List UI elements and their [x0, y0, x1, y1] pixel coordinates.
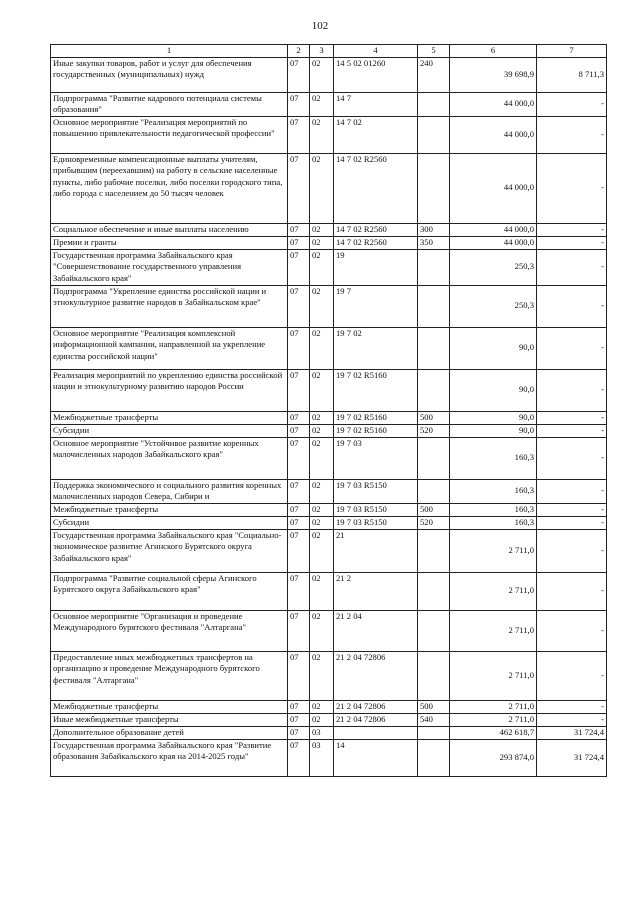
budget-table — [50, 44, 607, 777]
cell-col-3: 02 — [310, 57, 334, 92]
cell-col-5: 300 — [418, 223, 450, 236]
cell-col-7: - — [537, 424, 607, 437]
cell-col-6: 90,0 — [450, 327, 537, 369]
cell-col-7: - — [537, 236, 607, 249]
cell-name: Реализация мероприятий по укреплению единства российской нации и этнокультурному развитию народов России — [51, 369, 288, 411]
table-row — [51, 153, 607, 223]
cell-col-7: - — [537, 529, 607, 572]
header-col-7: 7 — [537, 45, 607, 58]
cell-col-3: 02 — [310, 327, 334, 369]
cell-col-6: 250,3 — [450, 285, 537, 327]
cell-col-5 — [418, 369, 450, 411]
cell-col-7: - — [537, 369, 607, 411]
cell-col-2: 07 — [288, 369, 310, 411]
cell-col-3: 03 — [310, 739, 334, 776]
table-row — [51, 651, 607, 700]
cell-col-6: 160,3 — [450, 503, 537, 516]
header-col-5: 5 — [418, 45, 450, 58]
cell-col-4: 21 — [334, 529, 418, 572]
table-row — [51, 516, 607, 529]
cell-col-5 — [418, 327, 450, 369]
table-row — [51, 610, 607, 651]
cell-col-7: - — [537, 116, 607, 153]
cell-col-6: 90,0 — [450, 369, 537, 411]
cell-col-7: - — [537, 437, 607, 479]
cell-name: Поддержка экономического и социального развития коренных малочисленных народов Севера, Сибири и — [51, 479, 288, 503]
cell-col-2: 07 — [288, 57, 310, 92]
cell-col-5 — [418, 572, 450, 610]
table-row — [51, 479, 607, 503]
table-row — [51, 116, 607, 153]
cell-name: Государственная программа Забайкальского края "Социально-экономическое развитие Агинского Бурятского округа Забайкальского края" — [51, 529, 288, 572]
table-row — [51, 713, 607, 726]
cell-name: Субсидии — [51, 424, 288, 437]
cell-col-4: 19 7 02 R5160 — [334, 411, 418, 424]
header-col-6: 6 — [450, 45, 537, 58]
cell-col-7: - — [537, 479, 607, 503]
cell-col-5 — [418, 437, 450, 479]
cell-name: Основное мероприятие "Устойчивое развитие коренных малочисленных народов Забайкальского края" — [51, 437, 288, 479]
cell-col-2: 07 — [288, 713, 310, 726]
cell-col-6: 160,3 — [450, 437, 537, 479]
cell-col-3: 02 — [310, 503, 334, 516]
cell-col-6: 90,0 — [450, 424, 537, 437]
cell-col-3: 02 — [310, 437, 334, 479]
cell-col-6: 160,3 — [450, 516, 537, 529]
cell-col-2: 07 — [288, 285, 310, 327]
cell-name: Иные межбюджетные трансферты — [51, 713, 288, 726]
cell-name: Основное мероприятие "Реализация комплексной информационной кампании, направленной на укрепление единства российской нации" — [51, 327, 288, 369]
cell-col-2: 07 — [288, 437, 310, 479]
cell-col-5: 520 — [418, 424, 450, 437]
cell-col-4: 19 7 02 R5160 — [334, 369, 418, 411]
cell-col-2: 07 — [288, 327, 310, 369]
cell-col-6: 250,3 — [450, 249, 537, 285]
header-col-1: 1 — [51, 45, 288, 58]
cell-col-2: 07 — [288, 516, 310, 529]
cell-col-5 — [418, 116, 450, 153]
cell-col-2: 07 — [288, 529, 310, 572]
cell-name: Подпрограмма "Развитие социальной сферы Агинского Бурятского округа Забайкальского края" — [51, 572, 288, 610]
cell-col-3: 02 — [310, 610, 334, 651]
cell-col-2: 07 — [288, 651, 310, 700]
cell-col-3: 02 — [310, 285, 334, 327]
cell-col-5 — [418, 285, 450, 327]
cell-col-7: - — [537, 700, 607, 713]
cell-col-7: - — [537, 223, 607, 236]
header-col-2: 2 — [288, 45, 310, 58]
cell-name: Основное мероприятие "Организация и проведение Международного бурятского фестиваля "Алтаргана" — [51, 610, 288, 651]
cell-name: Единовременные компенсационные выплаты учителям, прибывшим (переехавшим) на работу в сельские населенные пункты, либо рабочие поселки, либо поселки городского типа, либо города с населением до 50 тысяч человек — [51, 153, 288, 223]
cell-col-6: 2 711,0 — [450, 651, 537, 700]
table-row — [51, 223, 607, 236]
header-col-4: 4 — [334, 45, 418, 58]
cell-col-5: 500 — [418, 700, 450, 713]
cell-col-2: 07 — [288, 479, 310, 503]
cell-col-2: 07 — [288, 236, 310, 249]
cell-col-7: - — [537, 503, 607, 516]
cell-col-2: 07 — [288, 424, 310, 437]
cell-col-7: - — [537, 651, 607, 700]
cell-col-2: 07 — [288, 700, 310, 713]
cell-col-3: 02 — [310, 223, 334, 236]
cell-col-7: - — [537, 92, 607, 116]
table-row — [51, 249, 607, 285]
cell-name: Межбюджетные трансферты — [51, 700, 288, 713]
cell-col-5 — [418, 651, 450, 700]
cell-col-2: 07 — [288, 739, 310, 776]
cell-col-4: 21 2 04 — [334, 610, 418, 651]
cell-col-3: 02 — [310, 153, 334, 223]
cell-col-7: 8 711,3 — [537, 57, 607, 92]
cell-col-3: 02 — [310, 236, 334, 249]
cell-col-3: 02 — [310, 700, 334, 713]
cell-col-5: 500 — [418, 503, 450, 516]
table-row — [51, 411, 607, 424]
cell-col-2: 07 — [288, 610, 310, 651]
cell-col-3: 02 — [310, 411, 334, 424]
cell-col-4: 21 2 04 72806 — [334, 700, 418, 713]
table-row — [51, 424, 607, 437]
cell-col-3: 02 — [310, 249, 334, 285]
cell-col-5 — [418, 739, 450, 776]
cell-col-7: - — [537, 713, 607, 726]
cell-col-4: 19 7 03 R5150 — [334, 479, 418, 503]
cell-col-4: 21 2 04 72806 — [334, 651, 418, 700]
cell-name: Премии и гранты — [51, 236, 288, 249]
cell-name: Иные закупки товаров, работ и услуг для обеспечения государственных (муниципальных) нужд — [51, 57, 288, 92]
cell-col-5: 350 — [418, 236, 450, 249]
cell-col-2: 07 — [288, 411, 310, 424]
cell-col-7: - — [537, 516, 607, 529]
cell-col-2: 07 — [288, 153, 310, 223]
cell-col-3: 02 — [310, 424, 334, 437]
cell-col-6: 44 000,0 — [450, 116, 537, 153]
cell-col-4: 14 7 02 — [334, 116, 418, 153]
cell-col-7: 31 724,4 — [537, 739, 607, 776]
cell-col-2: 07 — [288, 249, 310, 285]
page-number: 102 — [311, 20, 329, 32]
cell-col-5: 540 — [418, 713, 450, 726]
cell-name: Предоставление иных межбюджетных трансфертов на организацию и проведение Международного бурятского фестиваля "Алтаргана" — [51, 651, 288, 700]
cell-col-6: 2 711,0 — [450, 713, 537, 726]
cell-col-5 — [418, 92, 450, 116]
cell-col-6: 160,3 — [450, 479, 537, 503]
cell-col-3: 02 — [310, 651, 334, 700]
cell-col-4: 19 7 03 R5150 — [334, 503, 418, 516]
cell-name: Социальное обеспечение и иные выплаты населению — [51, 223, 288, 236]
table-row — [51, 726, 607, 739]
cell-col-4: 14 7 02 R2560 — [334, 236, 418, 249]
cell-col-5 — [418, 249, 450, 285]
cell-col-3: 02 — [310, 92, 334, 116]
cell-col-4: 14 5 02 01260 — [334, 57, 418, 92]
cell-name: Дополнительное образование детей — [51, 726, 288, 739]
table-row — [51, 236, 607, 249]
cell-col-6: 44 000,0 — [450, 153, 537, 223]
cell-col-3: 03 — [310, 726, 334, 739]
cell-col-5 — [418, 479, 450, 503]
cell-name: Межбюджетные трансферты — [51, 411, 288, 424]
cell-col-7: - — [537, 411, 607, 424]
table-row — [51, 437, 607, 479]
cell-col-6: 44 000,0 — [450, 236, 537, 249]
cell-col-4: 14 7 02 R2560 — [334, 223, 418, 236]
cell-col-4: 14 7 02 R2560 — [334, 153, 418, 223]
cell-col-4: 14 7 — [334, 92, 418, 116]
cell-col-3: 02 — [310, 116, 334, 153]
cell-col-6: 2 711,0 — [450, 572, 537, 610]
cell-name: Государственная программа Забайкальского края "Развитие образования Забайкальского края на 2014-2025 годы" — [51, 739, 288, 776]
table-header — [51, 45, 607, 58]
cell-col-2: 07 — [288, 223, 310, 236]
cell-col-3: 02 — [310, 713, 334, 726]
cell-col-7: - — [537, 285, 607, 327]
cell-col-3: 02 — [310, 572, 334, 610]
cell-col-5: 240 — [418, 57, 450, 92]
cell-name: Подпрограмма "Укрепление единства российской нации и этнокультурное развитие народов в Забайкальском крае" — [51, 285, 288, 327]
cell-col-4: 19 7 03 — [334, 437, 418, 479]
cell-col-4: 19 — [334, 249, 418, 285]
table-row — [51, 369, 607, 411]
header-col-3: 3 — [310, 45, 334, 58]
cell-name: Субсидии — [51, 516, 288, 529]
cell-col-5: 520 — [418, 516, 450, 529]
cell-col-6: 44 000,0 — [450, 223, 537, 236]
cell-col-7: - — [537, 249, 607, 285]
table-row — [51, 327, 607, 369]
cell-name: Основное мероприятие "Реализация мероприятий по повышению привлекательности педагогической профессии" — [51, 116, 288, 153]
cell-col-3: 02 — [310, 369, 334, 411]
cell-col-6: 44 000,0 — [450, 92, 537, 116]
cell-col-5: 500 — [418, 411, 450, 424]
table-row — [51, 503, 607, 516]
cell-col-6: 2 711,0 — [450, 610, 537, 651]
cell-col-7: - — [537, 327, 607, 369]
cell-col-7: 31 724,4 — [537, 726, 607, 739]
table-row — [51, 700, 607, 713]
cell-col-3: 02 — [310, 516, 334, 529]
cell-col-3: 02 — [310, 479, 334, 503]
cell-col-2: 07 — [288, 92, 310, 116]
cell-col-2: 07 — [288, 726, 310, 739]
cell-col-6: 293 874,0 — [450, 739, 537, 776]
cell-col-5 — [418, 153, 450, 223]
cell-col-4: 19 7 02 — [334, 327, 418, 369]
cell-col-4: 19 7 02 R5160 — [334, 424, 418, 437]
cell-col-4: 21 2 04 72806 — [334, 713, 418, 726]
table-row — [51, 285, 607, 327]
header-row — [51, 45, 607, 58]
table-row — [51, 572, 607, 610]
cell-col-4: 21 2 — [334, 572, 418, 610]
cell-col-6: 2 711,0 — [450, 700, 537, 713]
cell-col-5 — [418, 610, 450, 651]
table-row — [51, 57, 607, 92]
cell-col-5 — [418, 529, 450, 572]
cell-col-7: - — [537, 610, 607, 651]
cell-name: Государственная программа Забайкальского края "Совершенствование государственного управления Забайкальского края" — [51, 249, 288, 285]
cell-col-6: 39 698,9 — [450, 57, 537, 92]
cell-col-4: 19 7 — [334, 285, 418, 327]
cell-name: Межбюджетные трансферты — [51, 503, 288, 516]
cell-col-7: - — [537, 572, 607, 610]
cell-col-6: 90,0 — [450, 411, 537, 424]
cell-col-2: 07 — [288, 503, 310, 516]
table-row — [51, 529, 607, 572]
table-row — [51, 739, 607, 776]
cell-col-2: 07 — [288, 116, 310, 153]
cell-col-5 — [418, 726, 450, 739]
cell-col-4 — [334, 726, 418, 739]
table-body — [51, 57, 607, 776]
cell-col-4: 14 — [334, 739, 418, 776]
cell-col-6: 2 711,0 — [450, 529, 537, 572]
cell-col-4: 19 7 03 R5150 — [334, 516, 418, 529]
cell-col-3: 02 — [310, 529, 334, 572]
cell-col-6: 462 618,7 — [450, 726, 537, 739]
cell-name: Подпрограмма "Развитие кадрового потенциала системы образования" — [51, 92, 288, 116]
cell-col-2: 07 — [288, 572, 310, 610]
table-row — [51, 92, 607, 116]
cell-col-7: - — [537, 153, 607, 223]
